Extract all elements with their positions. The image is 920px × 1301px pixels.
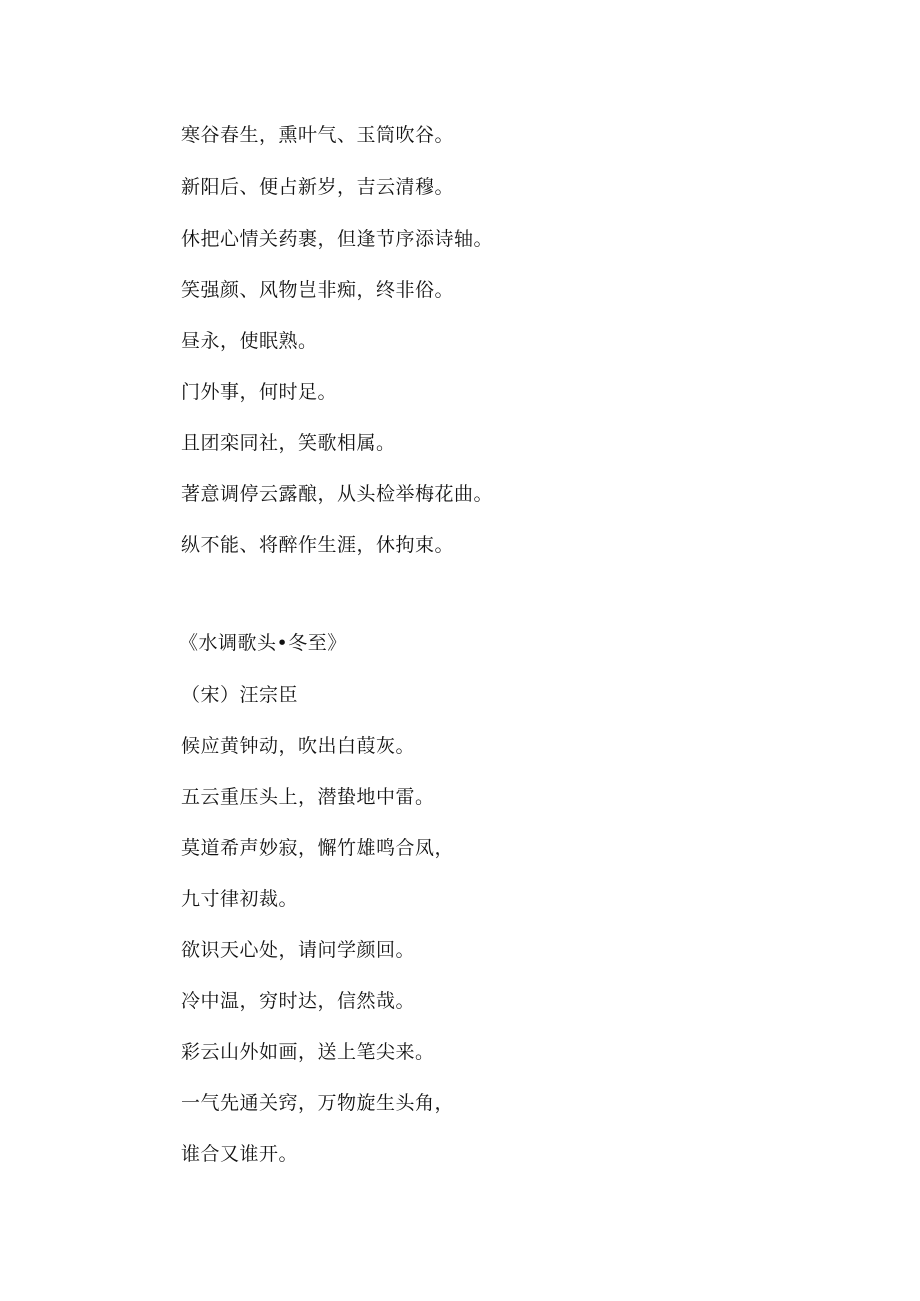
poem-2-line: 彩云山外如画，送上笔尖来。	[181, 1041, 435, 1063]
poem-2-line: 候应黄钟动，吹出白葭灰。	[181, 735, 416, 757]
poem-1-line: 且团栾同社，笑歌相属。	[181, 432, 396, 454]
poem-2-line: 莫道希声妙寂，懈竹雄鸣合凤，	[181, 837, 455, 859]
poem-2-line: 五云重压头上，潜蛰地中雷。	[181, 786, 435, 808]
poem-1-line: 著意调停云露酿，从头检举梅花曲。	[181, 483, 494, 505]
poem-1-line: 门外事，何时足。	[181, 381, 338, 403]
poem-author: （宋）汪宗臣	[181, 684, 299, 706]
poem-1-line: 寒谷春生，熏叶气、玉筒吹谷。	[181, 124, 455, 146]
poem-1-line: 休把心情关药裹，但逢节序添诗轴。	[181, 228, 494, 250]
poem-1-line: 新阳后、便占新岁，吉云清穆。	[181, 176, 455, 198]
poem-1-line: 昼永，使眠熟。	[181, 330, 318, 352]
poem-2-line: 冷中温，穷时达，信然哉。	[181, 990, 416, 1012]
poem-1-line: 笑强颜、风物岂非痴，终非俗。	[181, 279, 455, 301]
poem-title: 《水调歌头•冬至》	[179, 632, 347, 654]
poem-2-line: 一气先通关窍，万物旋生头角，	[181, 1092, 455, 1114]
poem-2-line: 九寸律初裁。	[181, 888, 299, 910]
poem-2-line: 谁合又谁开。	[181, 1143, 299, 1165]
poem-1-line: 纵不能、将醉作生涯，休拘束。	[181, 534, 455, 556]
poem-2-line: 欲识天心处，请问学颜回。	[181, 939, 416, 961]
